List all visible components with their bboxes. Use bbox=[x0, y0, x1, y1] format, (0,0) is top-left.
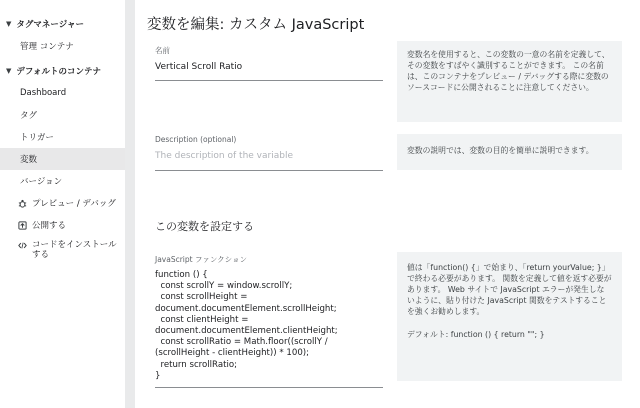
sidebar-item-label: バージョン bbox=[20, 177, 63, 187]
sidebar-item-label: 公開する bbox=[32, 221, 67, 231]
js-default-text: デフォルト: function () { return ""; } bbox=[407, 330, 545, 339]
sidebar-divider bbox=[125, 0, 135, 408]
name-field-label: 名前 bbox=[155, 46, 170, 55]
page-title: 変数を編集: カスタム JavaScript bbox=[147, 17, 365, 33]
js-function-label: JavaScript ファンクション bbox=[155, 255, 248, 264]
name-input-underline bbox=[155, 80, 383, 81]
configure-section-title: この変数を設定する bbox=[155, 220, 254, 233]
js-function-editor[interactable]: function () { const scrollY = window.scrollY; const scrollHeight = document.documentElement.scrollHeight; const clientHeight = document.documentElement.clientHeight; const scrollRatio = Math.floor((scrollY / (scrollHeight - clientHeight)) * 100); return scrollRatio; } bbox=[155, 270, 338, 381]
sidebar-item-preview-debug[interactable] bbox=[0, 192, 125, 214]
js-help-box bbox=[397, 252, 622, 381]
sidebar-item-variables[interactable] bbox=[0, 148, 125, 170]
sidebar-item-dashboard[interactable] bbox=[0, 82, 125, 104]
sidebar-item-label: トリガー bbox=[20, 133, 54, 143]
sidebar-section-label: タグマネージャー bbox=[16, 20, 85, 30]
chevron-down-icon: ▼ bbox=[6, 20, 12, 28]
name-input[interactable]: Vertical Scroll Ratio bbox=[155, 62, 243, 72]
main-panel bbox=[135, 0, 640, 408]
js-help-text: 値は「function() {」で始まり、「return yourValue; }」で終わる必要があります。 関数を定義して値を返す必要があります。 Web サイトで JavaScript エラーが発生しないように、貼り付けた JavaScript 関数をテストすることを強くお勧めします。 bbox=[407, 263, 612, 316]
description-input-underline bbox=[155, 170, 383, 171]
description-input[interactable]: The description of the variable bbox=[155, 151, 293, 161]
sidebar-item-label: プレビュー / デバッグ bbox=[32, 199, 116, 209]
sidebar-section-tag-manager[interactable] bbox=[0, 13, 125, 35]
sidebar-item-install-code[interactable] bbox=[0, 236, 125, 264]
chevron-down-icon: ▼ bbox=[6, 67, 12, 75]
sidebar-item-label: タグ bbox=[20, 111, 38, 121]
sidebar bbox=[0, 0, 125, 408]
sidebar-item-label: Dashboard bbox=[20, 88, 67, 98]
name-help-text: 変数名を使用すると、この変数の一意の名前を定義して、その変数をすばやく識別することができます。 この名前は、このコンテナをプレビュー / デバッグする際に変数のソースコードに公開されることに注意してください。 bbox=[397, 41, 622, 122]
sidebar-item-tags[interactable] bbox=[0, 104, 125, 126]
sidebar-item-triggers[interactable] bbox=[0, 126, 125, 148]
sidebar-item-label: 管理 コンテナ bbox=[20, 42, 74, 52]
publish-icon bbox=[18, 221, 27, 230]
sidebar-item-label: コードをインストールする bbox=[32, 240, 117, 260]
sidebar-item-versions[interactable] bbox=[0, 170, 125, 192]
code-icon bbox=[18, 241, 27, 250]
js-editor-underline bbox=[155, 387, 383, 388]
sidebar-item-label: 変数 bbox=[20, 155, 38, 165]
description-help-text: 変数の説明では、変数の目的を簡単に説明できます。 bbox=[397, 134, 622, 170]
bug-icon bbox=[18, 199, 27, 208]
sidebar-section-default-container[interactable] bbox=[0, 60, 125, 82]
sidebar-item-manage-containers[interactable] bbox=[0, 35, 125, 57]
sidebar-item-publish[interactable] bbox=[0, 214, 125, 236]
sidebar-section-label: デフォルトのコンテナ bbox=[16, 67, 101, 77]
description-field-label: Description (optional) bbox=[155, 135, 237, 144]
